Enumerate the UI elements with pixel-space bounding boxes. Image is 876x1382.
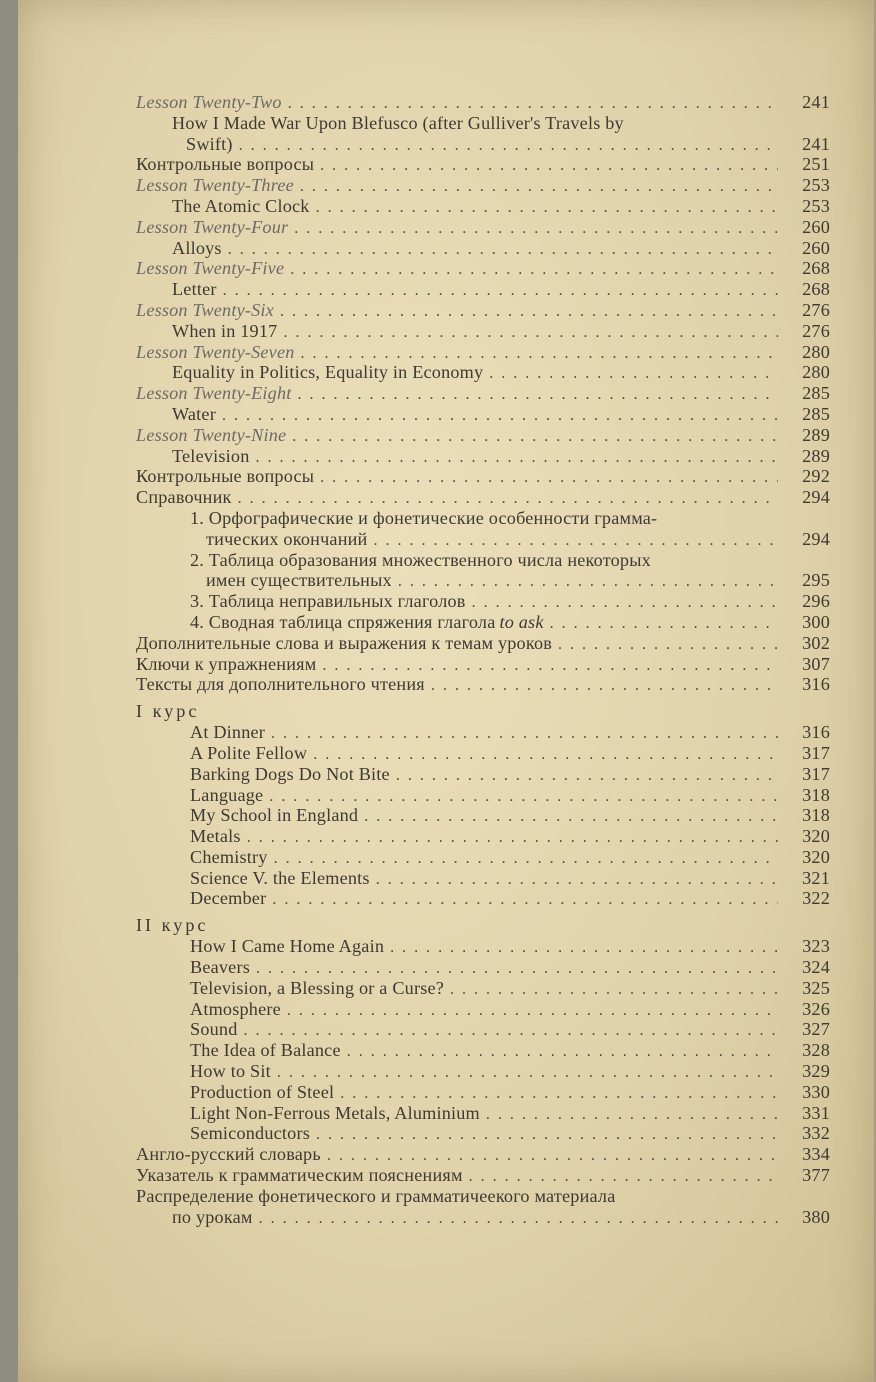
dot-leader [288, 94, 778, 115]
toc-page-number: 251 [802, 154, 830, 175]
dot-leader [320, 468, 778, 489]
toc-page-number: 323 [802, 936, 830, 957]
toc-page-number: 268 [802, 279, 830, 300]
toc-entry-title: Дополнительные слова и выражения к темам уроков [136, 632, 553, 653]
toc-entry-row [130, 1123, 830, 1144]
toc-lesson-row [130, 425, 830, 446]
toc-entry-row [130, 1082, 830, 1103]
toc-entry-emphasis: to ask [499, 611, 544, 632]
toc-entry-row [130, 674, 830, 695]
toc-page-number: 317 [802, 763, 830, 784]
dot-leader [223, 281, 778, 302]
toc-entry-row [130, 279, 830, 300]
toc-page-number: 292 [802, 466, 830, 487]
dot-leader [271, 724, 778, 745]
toc-page-number: 241 [802, 92, 830, 112]
toc-page-number: 324 [802, 957, 830, 978]
toc-lesson-row [130, 342, 830, 363]
toc-entry-title: Lesson Twenty-Four [136, 216, 289, 237]
book-page [18, 0, 876, 1382]
dot-leader [290, 260, 778, 281]
toc-entry-row [130, 446, 830, 467]
toc-page-number: 285 [802, 403, 830, 424]
toc-page-number: 326 [802, 998, 830, 1019]
dot-leader [327, 1146, 778, 1167]
toc-entry-title: Контрольные вопросы [136, 154, 315, 175]
toc-entry-title: Television, a Blessing or a Curse? [190, 977, 445, 998]
toc-entry-title: The Atomic Clock [172, 195, 310, 216]
toc-entry-title: At Dinner [190, 722, 266, 743]
toc-entry-title: Barking Dogs Do Not Bite [190, 763, 390, 784]
toc-page-number: 294 [802, 528, 830, 549]
dot-leader [228, 240, 778, 261]
toc-entry-row [130, 1165, 830, 1186]
toc-entry-title: 3. Таблица неправильных глаголов [190, 591, 466, 612]
dot-leader [550, 614, 778, 635]
dot-leader [238, 489, 778, 510]
toc-entry-title: How I Came Home Again [190, 936, 385, 957]
toc-page-number: 289 [802, 424, 830, 445]
toc-entry-title: Lesson Twenty-Seven [136, 341, 295, 362]
toc-entry-row [130, 1103, 830, 1124]
dot-leader [340, 1084, 778, 1105]
toc-entry-title: Lesson Twenty-Nine [136, 424, 287, 445]
dot-leader [558, 635, 778, 656]
toc-page-number: 380 [802, 1206, 830, 1227]
toc-entry-row [130, 743, 830, 764]
toc-entry-title: Atmosphere [190, 998, 281, 1019]
toc-lesson-row [130, 258, 830, 279]
toc-entry-row [130, 868, 830, 889]
table-of-contents [130, 92, 830, 1227]
toc-page-number: 329 [802, 1061, 830, 1082]
dot-leader [272, 890, 778, 911]
toc-page-number: 280 [802, 341, 830, 362]
toc-page-number: 325 [802, 977, 830, 998]
toc-entry-row [130, 888, 830, 909]
toc-entry-title: How to Sit [190, 1061, 271, 1082]
dot-leader [247, 828, 778, 849]
toc-entry-title: Production of Steel [190, 1081, 335, 1102]
toc-entry-row [130, 466, 830, 487]
toc-entry-row [130, 321, 830, 342]
dot-leader [298, 385, 778, 406]
toc-lesson-row [130, 300, 830, 321]
dot-leader [489, 364, 778, 385]
toc-page-number: 322 [802, 888, 830, 909]
dot-leader [283, 323, 778, 344]
toc-entry-title: тических окончаний [206, 528, 368, 549]
dot-leader [259, 1209, 778, 1230]
toc-page-number: 260 [802, 216, 830, 237]
dot-leader [239, 136, 778, 157]
toc-page-number: 294 [802, 487, 830, 508]
toc-page-number: 260 [802, 237, 830, 258]
toc-entry-row [130, 936, 830, 957]
dot-leader [280, 302, 778, 323]
dot-leader [450, 980, 778, 1001]
toc-entry-row [130, 722, 830, 743]
toc-page-number: 331 [802, 1102, 830, 1123]
toc-page-number: 253 [802, 175, 830, 196]
toc-entry-row [130, 764, 830, 785]
toc-page-number: 295 [802, 570, 830, 591]
toc-entry-row [130, 154, 830, 175]
dot-leader [398, 572, 778, 593]
toc-entry-row [130, 1186, 830, 1207]
dot-leader [347, 1042, 778, 1063]
toc-entry-row [130, 134, 830, 155]
dot-leader [294, 219, 778, 240]
toc-entry-title: December [190, 888, 267, 909]
toc-entry-title: Semiconductors [190, 1123, 310, 1144]
toc-entry-title: The Idea of Balance [190, 1040, 341, 1061]
toc-page-number: 320 [802, 826, 830, 847]
toc-entry-title: Англо-русский словарь [136, 1144, 321, 1165]
dot-leader [292, 427, 778, 448]
dot-leader [300, 177, 778, 198]
toc-page-number: 241 [802, 133, 830, 154]
toc-entry-row [130, 196, 830, 217]
toc-entry-title: Light Non-Ferrous Metals, Aluminium [190, 1102, 480, 1123]
dot-leader [322, 656, 778, 677]
dot-leader [374, 531, 779, 552]
toc-entry-title: Equality in Politics, Equality in Economy [172, 362, 484, 383]
toc-page-number: 377 [802, 1165, 830, 1186]
toc-page-number: 280 [802, 362, 830, 383]
dot-leader [222, 406, 778, 427]
dot-leader [301, 344, 778, 365]
toc-entry-row [130, 529, 830, 550]
toc-entry-row [130, 999, 830, 1020]
toc-entry-title: When in 1917 [172, 320, 278, 341]
toc-entry-row [130, 113, 830, 134]
dot-leader [313, 745, 778, 766]
toc-page-number: 334 [802, 1144, 830, 1165]
toc-page-number: 276 [802, 320, 830, 341]
dot-leader [469, 1167, 778, 1188]
toc-entry-title: Lesson Twenty-Two [136, 92, 282, 112]
toc-entry-title: по урокам [172, 1206, 253, 1227]
toc-page-number: 268 [802, 258, 830, 279]
toc-page-number: 316 [802, 722, 830, 743]
toc-entry-title: Lesson Twenty-Three [136, 175, 294, 196]
toc-entry-row [130, 957, 830, 978]
toc-entry-row [130, 826, 830, 847]
toc-entry-title: Alloys [172, 237, 222, 258]
toc-entry-title: Metals [190, 826, 241, 847]
dot-leader [269, 787, 778, 808]
dot-leader [376, 870, 778, 891]
dot-leader [320, 156, 778, 177]
toc-entry-row [130, 654, 830, 675]
toc-entry-title: 4. Сводная таблица спряжения глагола [190, 611, 496, 632]
toc-entry-title: Science V. the Elements [190, 867, 370, 888]
toc-page-number: 307 [802, 653, 830, 674]
toc-entry-row [130, 978, 830, 999]
toc-page-number: 300 [802, 611, 830, 632]
toc-page-number: 332 [802, 1123, 830, 1144]
dot-leader [390, 938, 778, 959]
toc-entry-title: Sound [190, 1019, 238, 1040]
toc-page-number: 302 [802, 632, 830, 653]
toc-lesson-row [130, 175, 830, 196]
dot-leader [316, 1125, 778, 1146]
dot-leader [396, 766, 778, 787]
toc-page-number: 328 [802, 1040, 830, 1061]
toc-entry-title: A Polite Fellow [190, 742, 308, 763]
toc-entry-title: имен существительных [206, 570, 392, 591]
toc-entry-row [130, 1207, 830, 1228]
toc-entry-row [130, 1061, 830, 1082]
toc-entry-row [130, 633, 830, 654]
toc-entry-row [130, 487, 830, 508]
toc-page-number: 316 [802, 674, 830, 695]
dot-leader [256, 959, 778, 980]
toc-entry-title: Распределение фонетического и грамматичеекого материала [136, 1185, 616, 1206]
toc-entry-title: My School in England [190, 805, 359, 826]
toc-entry-row [130, 362, 830, 383]
toc-entry-row [130, 508, 830, 529]
toc-entry-title: 2. Таблица образования множественного числа некоторых [190, 549, 651, 570]
dot-leader [316, 198, 778, 219]
toc-lesson-row [130, 92, 830, 113]
toc-entry-row [130, 847, 830, 868]
dot-leader [277, 1063, 778, 1084]
toc-entry-row [130, 785, 830, 806]
toc-entry-title: Lesson Twenty-Eight [136, 383, 292, 404]
toc-entry-title: Справочник [136, 487, 232, 508]
dot-leader [274, 849, 778, 870]
toc-page-number: 285 [802, 383, 830, 404]
toc-entry-row [130, 612, 830, 633]
toc-entry-row [130, 805, 830, 826]
dot-leader [244, 1021, 779, 1042]
toc-page-number: 320 [802, 846, 830, 867]
toc-entry-row [130, 1144, 830, 1165]
toc-lesson-row [130, 383, 830, 404]
toc-page-number: 289 [802, 445, 830, 466]
toc-entry-title: How I Made War Upon Blefusco (after Gulliver's Travels by [172, 112, 624, 133]
dot-leader [472, 593, 778, 614]
toc-entry-row [130, 404, 830, 425]
toc-entry-title: Контрольные вопросы [136, 466, 315, 487]
dot-leader [486, 1105, 778, 1126]
toc-section-heading: I курс [136, 701, 200, 722]
dot-leader [364, 807, 778, 828]
toc-entry-title: Chemistry [190, 846, 268, 867]
toc-lesson-row [130, 217, 830, 238]
toc-page-number: 296 [802, 591, 830, 612]
toc-entry-title: Ключи к упражнениям [136, 653, 317, 674]
toc-entry-title: Beavers [190, 957, 250, 978]
toc-entry-title: Letter [172, 279, 217, 300]
toc-section-heading: II курс [136, 915, 209, 936]
toc-page-number: 276 [802, 299, 830, 320]
toc-entry-title: Water [172, 403, 216, 424]
dot-leader [431, 676, 778, 697]
toc-entry-title: 1. Орфографические и фонетические особенности грамма- [190, 507, 658, 528]
dot-leader [287, 1001, 778, 1022]
toc-entry-row [130, 1040, 830, 1061]
toc-page-number: 318 [802, 805, 830, 826]
toc-entry-title: Указатель к грамматическим пояснениям [136, 1165, 463, 1186]
toc-page-number: 317 [802, 742, 830, 763]
toc-entry-row [130, 591, 830, 612]
toc-entry-title: Тексты для дополнительного чтения [136, 674, 425, 695]
toc-page-number: 327 [802, 1019, 830, 1040]
toc-page-number: 321 [802, 867, 830, 888]
dot-leader [256, 448, 778, 469]
toc-entry-title: Television [172, 445, 250, 466]
toc-entry-row [130, 238, 830, 259]
toc-entry-title: Lesson Twenty-Five [136, 258, 285, 279]
toc-entry-row [130, 1019, 830, 1040]
toc-page-number: 330 [802, 1081, 830, 1102]
toc-entry-title: Swift) [186, 133, 233, 154]
toc-page-number: 318 [802, 784, 830, 805]
toc-entry-title: Lesson Twenty-Six [136, 299, 274, 320]
toc-page-number: 253 [802, 195, 830, 216]
toc-entry-title: Language [190, 784, 264, 805]
toc-entry-row [130, 570, 830, 591]
toc-entry-row [130, 550, 830, 571]
